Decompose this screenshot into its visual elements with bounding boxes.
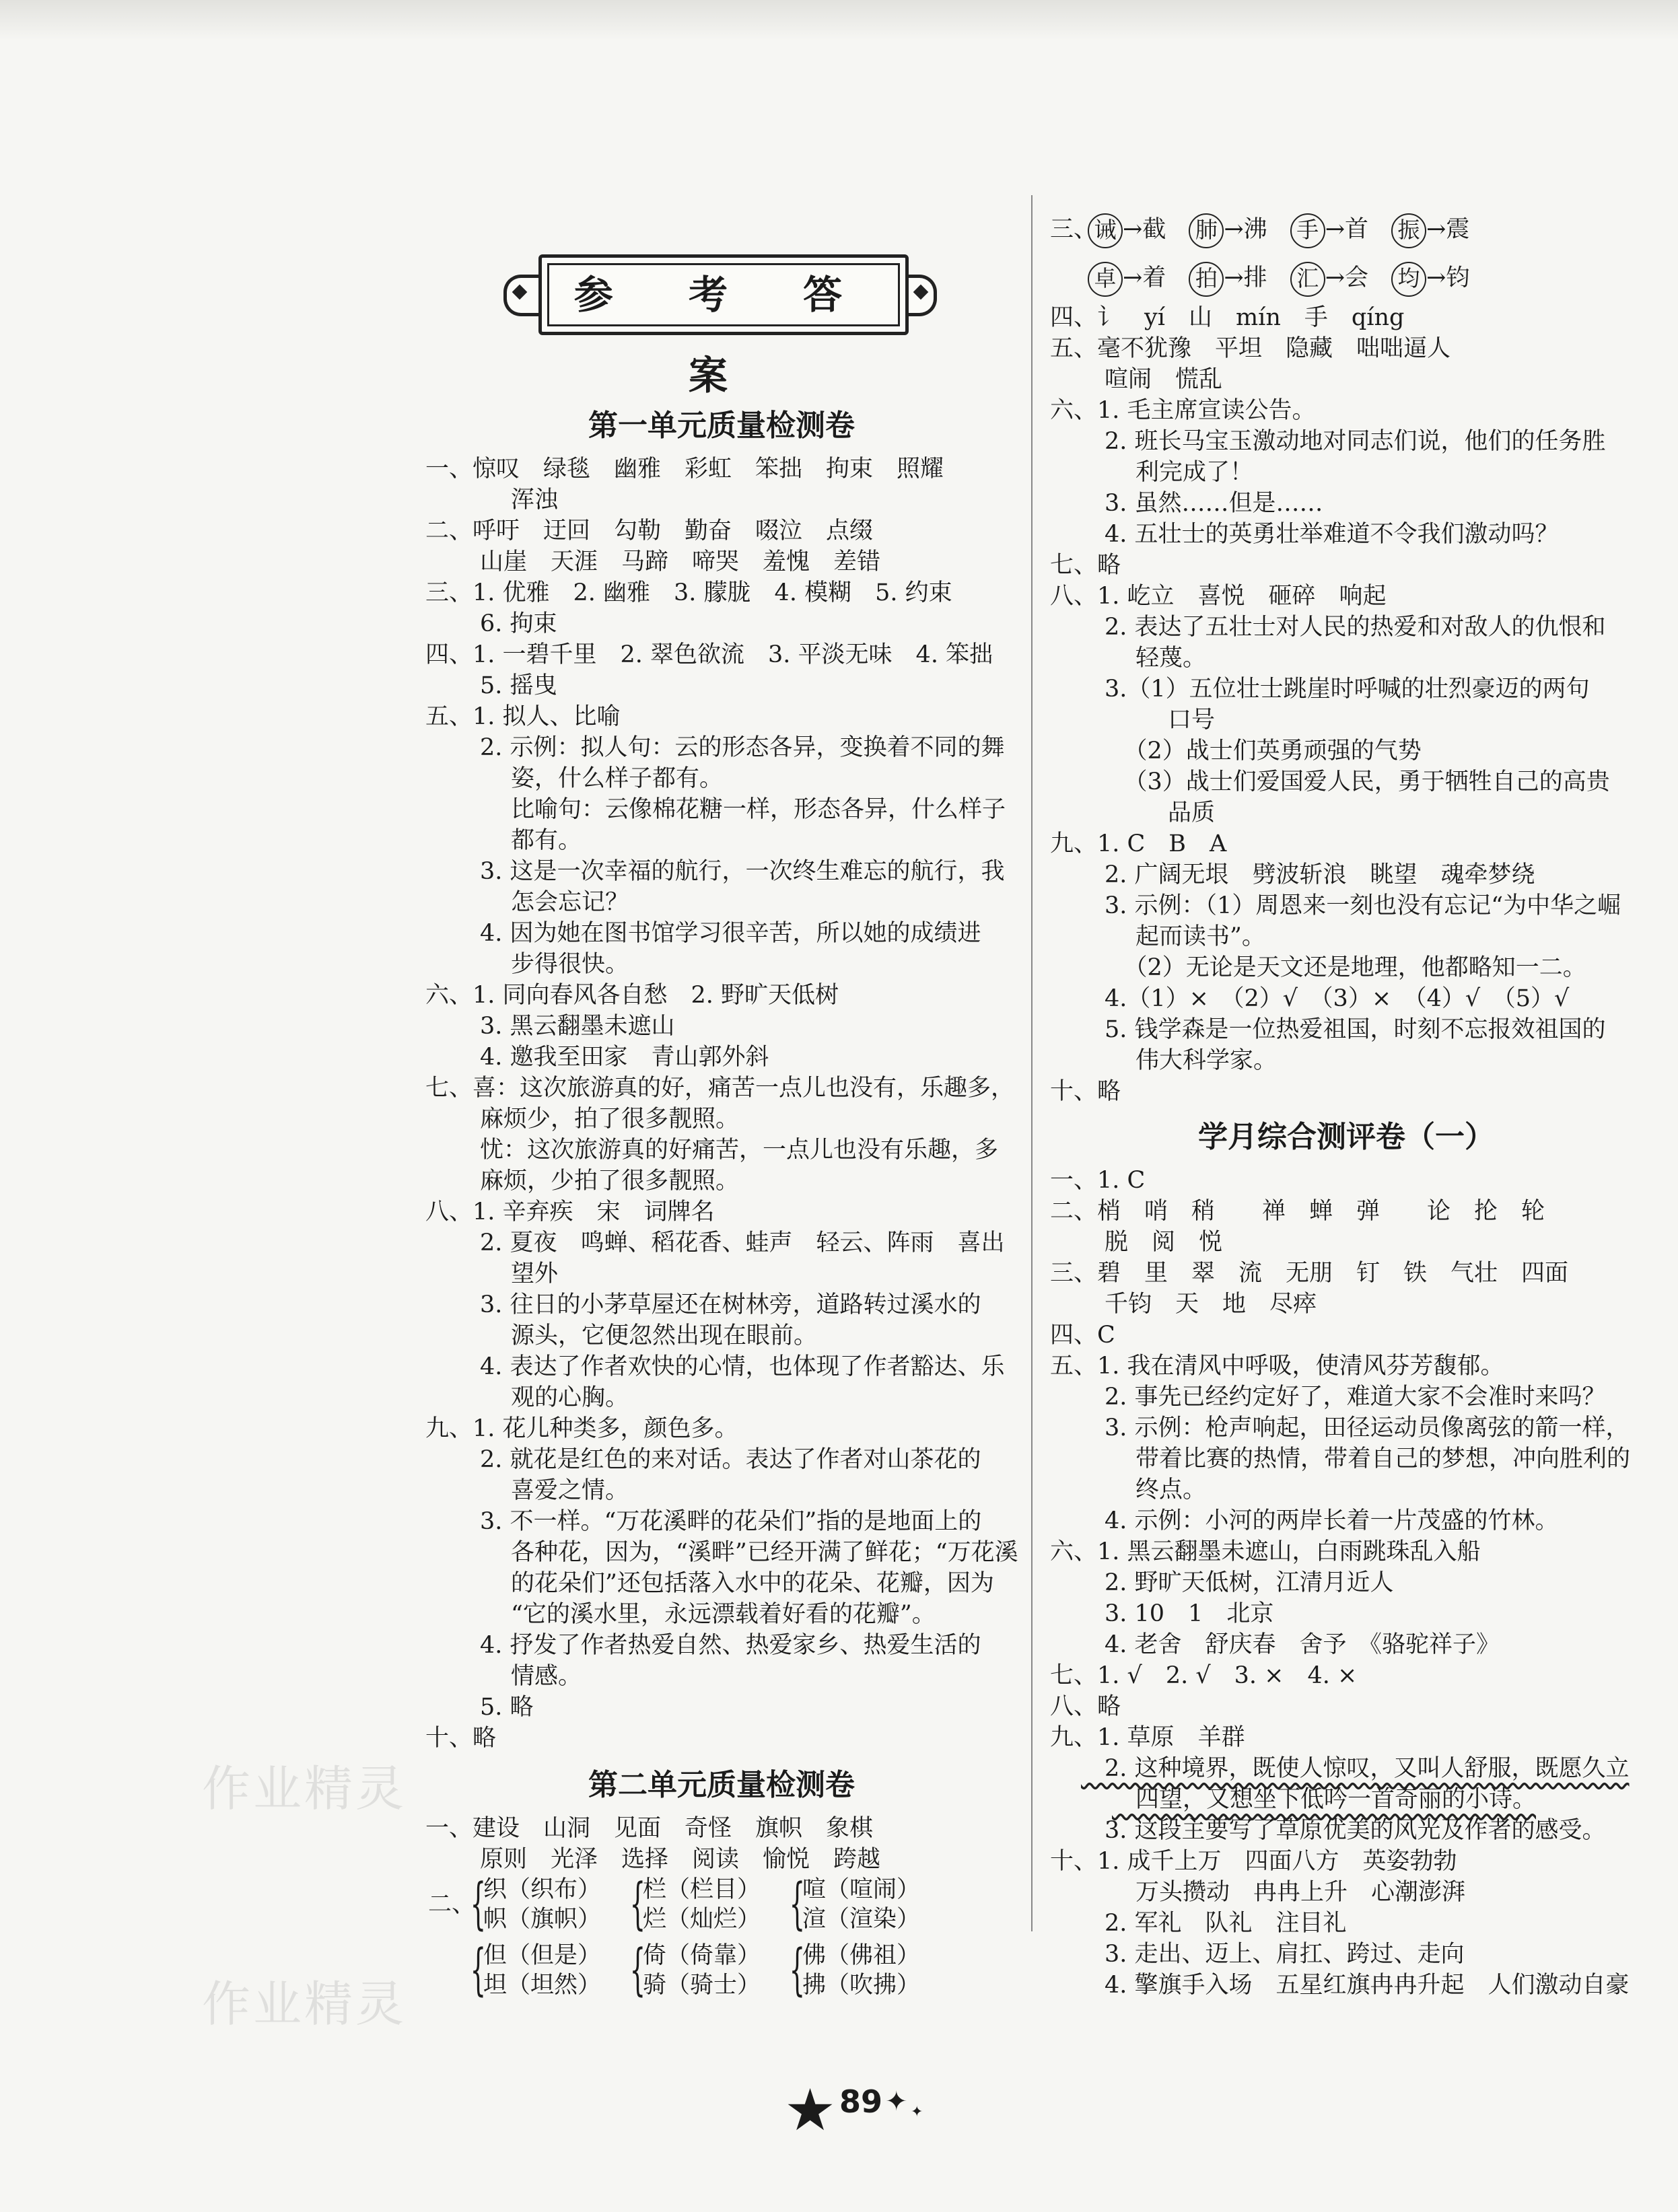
unit2-answer-line: 原则 光泽 选择 阅读 愉悦 跨越 [456, 1846, 881, 1873]
brace-word: 烂（灿烂） [643, 1906, 761, 1933]
unit1-answer-line: 比喻句：云像棉花糖一样，形态各异，什么样子 [487, 796, 1006, 823]
right-answer-line: 3.（1）五位壮士跳崖时呼喊的壮烈豪迈的两句 [1081, 676, 1590, 703]
circled-character-answers [1050, 205, 1642, 302]
brace-word: 渲（渲染） [802, 1906, 921, 1933]
corrected-char: 会 [1345, 264, 1369, 291]
test1-answer-line: 万头攒动 冉冉上升 心潮澎湃 [1112, 1879, 1466, 1906]
brace-stack [802, 1941, 920, 2000]
brace-word: 骑（骑士） [643, 1972, 761, 1999]
unit1-answer-line: 六、1. 同向春风各自愁 2. 野旷天低树 [425, 982, 839, 1009]
unit1-answer-line: 二、呼吁 迂回 勾勒 勤奋 啜泣 点缀 [425, 518, 874, 544]
corrected-char: 首 [1345, 216, 1369, 243]
test1-title: 学月综合测评卷（一） [1198, 1120, 1494, 1154]
unit1-answer-line: 九、1. 花儿种类多，颜色多。 [425, 1415, 738, 1442]
circled-pair [1088, 254, 1166, 302]
right-answer-line: 喧闹 慌乱 [1081, 366, 1223, 393]
question-label: 三、 [1050, 216, 1098, 243]
unit1-answer-line: 麻烦少，拍了很多靓照。 [456, 1106, 740, 1133]
page-number [784, 2077, 923, 2144]
arrow-icon: → [1123, 216, 1143, 243]
unit1-answer-line: 4. 抒发了作者热爱自然、热爱家乡、热爱生活的 [456, 1632, 981, 1659]
circled-row [1050, 254, 1642, 302]
test1-answer-line: 4. 老舍 舒庆春 舍予 《骆驼祥子》 [1081, 1631, 1500, 1658]
brace-word: 拂（吹拂） [802, 1972, 921, 1999]
test1-answer-line: 2. 军礼 队礼 注目礼 [1081, 1910, 1347, 1937]
circled-pair [1290, 205, 1368, 254]
unit1-title: 第一单元质量检测卷 [588, 408, 855, 443]
tiny-star-icon: ✦ [911, 2104, 923, 2120]
brace-word: 栏（栏目） [643, 1876, 761, 1903]
right-answer-line: 七、略 [1050, 552, 1121, 579]
watermark-1: 作业精灵 [202, 1760, 407, 1817]
right-answer-line: 四、讠 yí 山 mín 手 qíng [1050, 304, 1405, 331]
column-divider [1031, 195, 1033, 1931]
brace-word: 喧（喧闹） [802, 1876, 921, 1903]
unit1-answer-line: 6. 拘束 [456, 610, 557, 637]
test1-answer-line: 二、梢 哨 稍 禅 蝉 弹 论 抡 轮 [1050, 1198, 1545, 1225]
test1-answers [1050, 1165, 1642, 1753]
unit1-answer-line: 3. 黑云翻墨未遮山 [456, 1013, 675, 1040]
unit1-answer-line: 望外 [487, 1260, 559, 1287]
right-answer-line: （2）无论是天文还是地理，他都略知一二。 [1112, 954, 1586, 981]
left-column [425, 397, 1018, 2007]
unit1-answers [425, 454, 1018, 1754]
corrected-char: 排 [1243, 264, 1267, 291]
test1-answer-line: 九、1. 草原 羊群 [1050, 1724, 1245, 1751]
unit1-answer-line: 源头，它便忽然出现在眼前。 [487, 1322, 818, 1349]
brace-icon: { [789, 1938, 806, 2002]
right-answer-line: 2. 广阔无垠 劈波斩浪 眺望 魂牵梦绕 [1081, 861, 1535, 888]
right-answer-line: 八、1. 屹立 喜悦 砸碎 响起 [1050, 583, 1387, 610]
right-column [1050, 205, 1642, 2001]
unit1-answer-line: 一、惊叹 绿毯 幽雅 彩虹 笨拙 拘束 照耀 [425, 456, 944, 483]
test1-answer-line: 3. 示例：枪声响起，田径运动员像离弦的箭一样， [1081, 1415, 1630, 1441]
wavy-underlined-line-2 [1050, 1784, 1642, 1815]
unit1-answer-line: 的花朵们”还包括落入水中的花朵、花瓣，因为 [487, 1570, 994, 1597]
brace-word: 织（织布） [483, 1876, 602, 1903]
right-answer-line: 2. 表达了五壮士对人民的热爱和对敌人的仇恨和 [1081, 614, 1606, 641]
test1-answer-line: 4. 擎旗手入场 五星红旗冉冉升起 人们激动自豪 [1081, 1972, 1630, 1999]
arrow-icon: → [1224, 216, 1244, 243]
circled-char: 均 [1391, 262, 1426, 297]
corrected-char: 钧 [1446, 264, 1470, 291]
unit1-answer-line: “它的溪水里，永远漂载着好看的花瓣”。 [487, 1601, 936, 1628]
unit1-answer-line: 4. 表达了作者欢快的心情，也体现了作者豁达、乐 [456, 1353, 1005, 1380]
brace-word: 倚（倚靠） [643, 1942, 761, 1969]
circled-char: 振 [1391, 213, 1426, 248]
page-title: 参 考 答 案 [573, 272, 874, 398]
unit1-answer-line: 三、1. 优雅 2. 幽雅 3. 朦胧 4. 模糊 5. 约束 [425, 579, 952, 606]
brace-row [425, 1872, 1018, 1936]
brace-icon: { [789, 1872, 806, 1936]
brace-word: 但（但是） [483, 1942, 602, 1969]
arrow-icon: → [1325, 264, 1345, 291]
right-answer-line: 2. 班长马宝玉激动地对同志们说，他们的任务胜 [1081, 428, 1606, 455]
right-answer-line: 口号 [1144, 707, 1216, 734]
unit1-continued-answers [1050, 302, 1642, 1107]
wavy-text-2: 四望，又想坐下低吟一首奇丽的小诗。 [1112, 1786, 1537, 1813]
unit1-answer-line: 都有。 [487, 827, 582, 854]
brace-icon: { [470, 1872, 487, 1936]
brace-stack [483, 1941, 601, 2000]
arrow-icon: → [1224, 264, 1244, 291]
right-answer-line: 六、1. 毛主席宣读公告。 [1050, 397, 1316, 424]
unit1-answer-line: 5. 摇曳 [456, 672, 557, 699]
test1-answer-line: 4. 示例：小河的两岸长着一片茂盛的竹林。 [1081, 1507, 1559, 1534]
unit1-answer-line: 八、1. 辛弃疾 宋 词牌名 [425, 1199, 715, 1225]
right-answer-line: 起而读书”。 [1112, 923, 1265, 950]
brace-stack [643, 1941, 761, 2000]
unit1-answer-line: 浑浊 [487, 487, 559, 513]
brace-stack [802, 1875, 920, 1934]
brace-icon: { [629, 1872, 646, 1936]
arrow-icon: → [1426, 264, 1446, 291]
circled-pair [1290, 254, 1368, 302]
brace-group [785, 1872, 921, 1936]
circled-pair [1391, 254, 1469, 302]
test1-answer-line: 2. 野旷天低树，江清月近人 [1081, 1569, 1394, 1596]
unit1-answer-line: 3. 不一样。“万花溪畔的花朵们”指的是地面上的 [456, 1508, 982, 1535]
right-answer-line: 4. 五壮士的英勇壮举难道不令我们激动吗？ [1081, 521, 1559, 548]
unit1-answer-line: 观的心胸。 [487, 1384, 629, 1411]
right-answer-line: 轻蔑。 [1112, 645, 1207, 672]
unit1-answer-line: 四、1. 一碧千里 2. 翠色欲流 3. 平淡无味 4. 笨拙 [425, 641, 993, 668]
test1-answer-line: 三、碧 里 翠 流 无朋 钉 铁 气壮 四面 [1050, 1260, 1569, 1287]
right-answer-line: 五、毫不犹豫 平坦 隐藏 咄咄逼人 [1050, 335, 1451, 362]
arrow-icon: → [1123, 264, 1143, 291]
unit1-answer-line: 七、喜：这次旅游真的好，痛苦一点儿也没有，乐趣多， [425, 1075, 1015, 1102]
circled-pair [1088, 205, 1166, 254]
brace-group [625, 1938, 761, 2002]
arrow-icon: → [1325, 216, 1345, 243]
test1-answer-line: 五、1. 我在清风中呼吸，使清风芬芳馥郁。 [1050, 1353, 1504, 1380]
right-answer-line: （3）战士们爱国爱人民，勇于牺牲自己的高贵 [1112, 769, 1610, 795]
unit1-answer-line: 2. 就花是红色的来对话。表达了作者对山茶花的 [456, 1446, 981, 1473]
unit2-title: 第二单元质量检测卷 [588, 1768, 855, 1802]
unit1-answer-line: 2. 示例：拟人句：云的形态各异，变换着不同的舞 [456, 734, 1005, 761]
question-label: 二、 [428, 1891, 476, 1918]
circled-pair [1391, 205, 1469, 254]
right-answer-line: 3. 示例：（1）周恩来一刻也没有忘记“为中华之崛 [1081, 892, 1621, 919]
test1-answer-line: 一、1. C [1050, 1167, 1146, 1194]
test1-answer-line: 3. 10 1 北京 [1081, 1600, 1274, 1627]
circled-char: 卓 [1088, 262, 1123, 297]
unit1-answer-line: 山崖 天涯 马蹄 啼哭 羞愧 差错 [456, 548, 881, 575]
brace-icon: { [629, 1938, 646, 2002]
circled-pair [1189, 205, 1267, 254]
corrected-char: 截 [1142, 216, 1166, 243]
page-top-edge [0, 0, 1678, 40]
unit2-answers [425, 1813, 1018, 1875]
corrected-char: 着 [1142, 264, 1166, 291]
small-star-icon: ✦ [885, 2086, 908, 2117]
test1-answer-line: 六、1. 黑云翻墨未遮山，白雨跳珠乱入船 [1050, 1538, 1481, 1565]
brace-word: 帜（旗帜） [483, 1906, 602, 1933]
circled-char: 肺 [1189, 213, 1224, 248]
unit1-answer-line: 情感。 [487, 1663, 582, 1690]
brace-group [625, 1872, 761, 1936]
unit1-answer-line: 3. 这是一次幸福的航行，一次终生难忘的航行，我 [456, 858, 1005, 885]
circled-char: 诫 [1088, 213, 1123, 248]
brace-stack [643, 1875, 761, 1934]
answer-key-banner [498, 242, 942, 398]
right-answer-line: 九、1. C B A [1050, 830, 1227, 857]
corrected-char: 震 [1446, 216, 1470, 243]
star-icon: ★ [784, 2077, 837, 2144]
unit1-answer-line: 怎会忘记？ [487, 889, 629, 916]
right-answer-line: 品质 [1144, 799, 1216, 826]
brace-stack [483, 1875, 601, 1934]
circled-char: 拍 [1189, 262, 1224, 297]
unit1-answer-line: 2. 夏夜 鸣蝉、稻花香、蛙声 轻云、阵雨 喜出 [456, 1229, 1005, 1256]
brace-group [785, 1938, 921, 2002]
test1-answer-line: 脱 阅 悦 [1081, 1229, 1223, 1256]
right-answer-line: 3. 虽然……但是…… [1081, 490, 1323, 517]
test1-answers-continued [1050, 1815, 1642, 2001]
circled-pair [1189, 254, 1267, 302]
page-number-text: 89 [839, 2083, 883, 2120]
test1-answer-line: 终点。 [1112, 1476, 1207, 1503]
test1-answer-line: 八、略 [1050, 1693, 1121, 1720]
brace-group [466, 1872, 602, 1936]
test1-answer-line: 2. 事先已经约定好了，难道大家不会准时来吗？ [1081, 1384, 1606, 1411]
wavy-text-1: 2. 这种境界，既使人惊叹，又叫人舒服，既愿久立 [1081, 1755, 1630, 1782]
unit1-answer-line: 忧：这次旅游真的好痛苦，一点儿也没有乐趣，多 [456, 1137, 999, 1164]
circled-row [1050, 205, 1642, 254]
wavy-underlined-line-1 [1050, 1753, 1642, 1784]
right-answer-line: 4.（1）× （2）√ （3）× （4）√ （5）√ [1081, 985, 1570, 1012]
right-answer-line: 伟大科学家。 [1112, 1047, 1278, 1074]
arrow-icon: → [1426, 216, 1446, 243]
circled-char: 汇 [1290, 262, 1325, 297]
test1-answer-line: 千钧 天 地 尽瘁 [1081, 1291, 1317, 1318]
test1-answer-line: 带着比赛的热情，带着自己的梦想，冲向胜利的 [1112, 1446, 1631, 1472]
corrected-char: 沸 [1243, 216, 1267, 243]
unit2-brace-answers [425, 1872, 1018, 2002]
test1-answer-line: 七、1. √ 2. √ 3. × 4. × [1050, 1662, 1358, 1689]
unit1-answer-line: 五、1. 拟人、比喻 [425, 703, 621, 730]
unit1-answer-line: 4. 邀我至田家 青山郭外斜 [456, 1044, 769, 1071]
right-answer-line: 十、略 [1050, 1078, 1121, 1105]
unit1-answer-line: 姿，什么样子都有。 [487, 765, 724, 792]
test1-answer-line: 3. 走出、迈上、肩扛、跨过、走向 [1081, 1941, 1465, 1968]
unit1-answer-line: 4. 因为她在图书馆学习很辛苦，所以她的成绩进 [456, 920, 981, 947]
unit1-answer-line: 3. 往日的小茅草屋还在树林旁，道路转过溪水的 [456, 1291, 981, 1318]
watermark-2: 作业精灵 [202, 1976, 407, 2032]
right-answer-line: 利完成了！ [1112, 459, 1254, 486]
brace-word: 坦（坦然） [483, 1972, 602, 1999]
circled-char: 手 [1290, 213, 1325, 248]
brace-word: 佛（佛祖） [802, 1942, 921, 1969]
brace-row [425, 1938, 1018, 2002]
test1-answer-line: 十、1. 成千上万 四面八方 英姿勃勃 [1050, 1848, 1457, 1875]
unit1-answer-line: 十、略 [425, 1725, 497, 1752]
unit1-answer-line: 5. 略 [456, 1694, 534, 1721]
unit1-answer-line: 步得很快。 [487, 951, 629, 978]
test1-answer-line: 3. 这段主要写了草原优美的风光及作者的感受。 [1081, 1817, 1606, 1844]
test1-answer-line: 四、C [1050, 1322, 1115, 1349]
right-answer-line: 5. 钱学森是一位热爱祖国，时刻不忘报效祖国的 [1081, 1016, 1606, 1043]
right-answer-line: （2）战士们英勇顽强的气势 [1112, 738, 1422, 764]
brace-group [466, 1938, 602, 2002]
unit1-answer-line: 喜爱之情。 [487, 1477, 629, 1504]
brace-icon: { [470, 1938, 487, 2002]
unit1-answer-line: 各种花，因为，“溪畔”已经开满了鲜花；“万花溪 [487, 1539, 1018, 1566]
unit2-answer-line: 一、建设 山洞 见面 奇怪 旗帜 象棋 [425, 1815, 874, 1842]
unit1-answer-line: 麻烦，少拍了很多靓照。 [456, 1168, 740, 1194]
